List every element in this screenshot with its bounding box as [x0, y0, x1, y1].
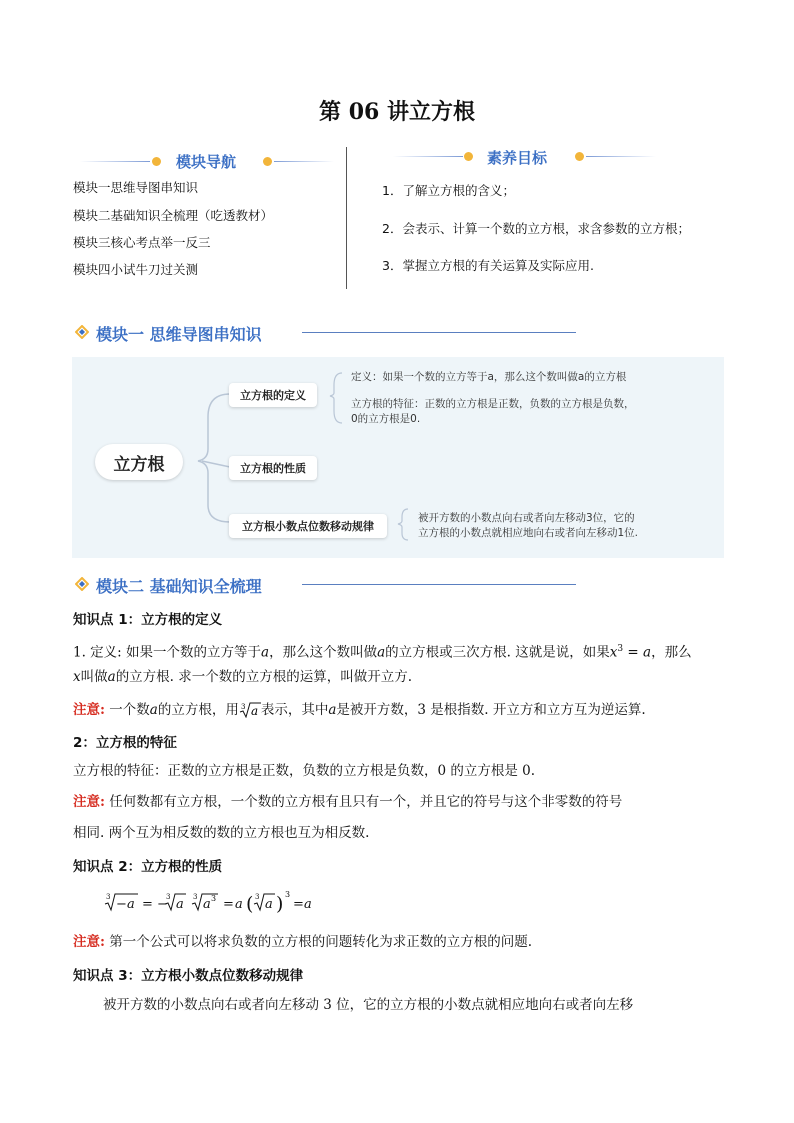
- kp1-sub-title: 2：立方根的特征: [73, 735, 177, 751]
- text: 表示，其中: [260, 702, 329, 718]
- text: 第一个公式可以将求负数的立方根的问题转化为求正数的立方根的问题.: [104, 934, 533, 950]
- mindmap-leaf-property-2: 0的立方根是0.: [351, 413, 421, 425]
- var-a: a: [107, 669, 116, 685]
- feature-text: 立方根的特征：正数的立方根是正数，负数的立方根是负数，0 的立方根是 0.: [73, 763, 536, 779]
- kp1-title: 知识点 1：立方根的定义: [73, 612, 223, 628]
- text: 的立方根或三次方根. 这就是说，如果: [385, 644, 610, 661]
- svg-text:a: a: [304, 897, 312, 912]
- module1-heading: 模块一 思维导图串知识: [96, 325, 262, 344]
- mindmap-leaf-definition: 定义：如果一个数的立方等于a，那么这个数叫做a的立方根: [351, 371, 627, 383]
- text: ，那么这个数叫做: [269, 644, 378, 661]
- note-2-line-1: [73, 791, 733, 813]
- goals-heading: 素养目标: [487, 149, 548, 167]
- var-a: a: [149, 702, 158, 718]
- svg-text:a: a: [250, 704, 258, 718]
- svg-text:a: a: [176, 897, 184, 912]
- kp3-title: 知识点 3：立方根小数点位数移动规律: [73, 968, 304, 984]
- goal-item-3: 3．掌握立方根的有关运算及实际应用.: [382, 258, 594, 273]
- bullet-dot-icon: [464, 152, 473, 161]
- mindmap-leaf-property-1: 立方根的特征：正数的立方根是正数，负数的立方根是负数，: [351, 398, 635, 410]
- svg-text:3: 3: [166, 893, 171, 901]
- svg-text:a: a: [265, 897, 273, 912]
- var-x: x: [73, 669, 81, 685]
- note-label: 注意:: [73, 934, 105, 950]
- svg-text:a: a: [127, 897, 135, 912]
- note-label: 注意:: [73, 794, 105, 810]
- svg-text:3: 3: [193, 893, 198, 901]
- mindmap-branch-definition: 立方根的定义: [229, 383, 317, 407]
- bullet-dot-icon: [575, 152, 584, 161]
- svg-text:a: a: [203, 897, 211, 912]
- equals: =: [623, 644, 644, 661]
- nav-item-2[interactable]: 模块二基础知识全梳理（吃透教材）: [73, 208, 274, 223]
- nav-heading: 模块导航: [176, 153, 237, 171]
- mindmap-leaf-rule-1: 被开方数的小数点向右或者向左移动3位，它的: [418, 512, 635, 524]
- nav-item-1[interactable]: 模块一思维导图串知识: [73, 180, 199, 195]
- text: ，那么: [651, 644, 692, 661]
- var-a: a: [377, 644, 386, 661]
- mindmap-branch-property: 立方根的性质: [229, 456, 317, 480]
- text: 的立方根. 求一个数的立方根的运算，叫做开立方.: [115, 669, 413, 685]
- diamond-icon: [75, 325, 89, 339]
- definition-line-1: [73, 638, 733, 664]
- note-3: [73, 931, 733, 953]
- text: 如果一个数的立方等于: [121, 644, 262, 661]
- svg-text:): ): [276, 893, 284, 915]
- diamond-icon: [75, 577, 89, 591]
- svg-text:a: a: [235, 897, 243, 912]
- text: 的立方根，用: [157, 702, 239, 718]
- mindmap-branch-rule: 立方根小数点位数移动规律: [229, 514, 387, 538]
- divider: [302, 584, 576, 585]
- var-x: x: [609, 644, 618, 661]
- divider: [80, 161, 150, 162]
- divider: [586, 156, 656, 157]
- exponent: 3: [617, 644, 624, 654]
- kp3-body: 被开方数的小数点向右或者向左移动 3 位，它的立方根的小数点就相应地向右或者向左移: [103, 997, 634, 1013]
- text: 一个数: [104, 702, 150, 718]
- svg-text:3: 3: [240, 703, 246, 711]
- note-1: [73, 699, 733, 721]
- svg-text:= −: = −: [142, 897, 168, 912]
- svg-text:3: 3: [106, 893, 111, 901]
- definition-label: 1. 定义:: [73, 644, 122, 661]
- goal-item-2: 2．会表示、计算一个数的立方根，求含参数的立方根；: [382, 221, 690, 236]
- divider: [346, 147, 347, 289]
- definition-line-2: [73, 666, 733, 688]
- divider: [302, 332, 576, 333]
- svg-text:=: =: [293, 897, 304, 912]
- text: 叫做: [80, 669, 108, 685]
- module2-heading: 模块二 基础知识全梳理: [96, 577, 262, 596]
- radical-icon: [239, 702, 261, 718]
- bullet-dot-icon: [263, 157, 272, 166]
- svg-text:−: −: [116, 897, 127, 912]
- nav-item-3[interactable]: 模块三核心考点举一反三: [73, 235, 211, 250]
- text: 是被开方数，3 是根指数. 开立方和立方互为逆运算.: [336, 702, 646, 718]
- var-a: a: [643, 644, 652, 661]
- text: 任何数都有立方根，一个数的立方根有且只有一个，并且它的符号与这个非零数的符号: [104, 794, 623, 810]
- divider: [393, 156, 463, 157]
- svg-text:(: (: [246, 893, 254, 915]
- svg-text:=: =: [223, 897, 234, 912]
- divider: [274, 161, 334, 162]
- mindmap-leaf-rule-2: 立方根的小数点就相应地向右或者向左移动1位.: [418, 527, 639, 539]
- bullet-dot-icon: [152, 157, 161, 166]
- nav-item-4[interactable]: 模块四小试牛刀过关测: [73, 262, 199, 277]
- svg-text:3: 3: [255, 893, 260, 901]
- svg-text:3: 3: [211, 894, 217, 903]
- goal-item-1: 1．了解立方根的含义；: [382, 183, 515, 198]
- cube-root-formula: [104, 888, 314, 920]
- note-label: 注意:: [73, 702, 105, 718]
- note-2-line-2: 相同. 两个互为相反数的数的立方根也互为相反数.: [73, 825, 370, 841]
- mindmap-root: 立方根: [95, 444, 183, 480]
- var-a: a: [328, 702, 337, 718]
- kp2-title: 知识点 2：立方根的性质: [73, 859, 223, 875]
- var-a: a: [261, 644, 270, 661]
- svg-text:3: 3: [285, 890, 291, 899]
- page-title: 第 06 讲立方根: [319, 99, 475, 125]
